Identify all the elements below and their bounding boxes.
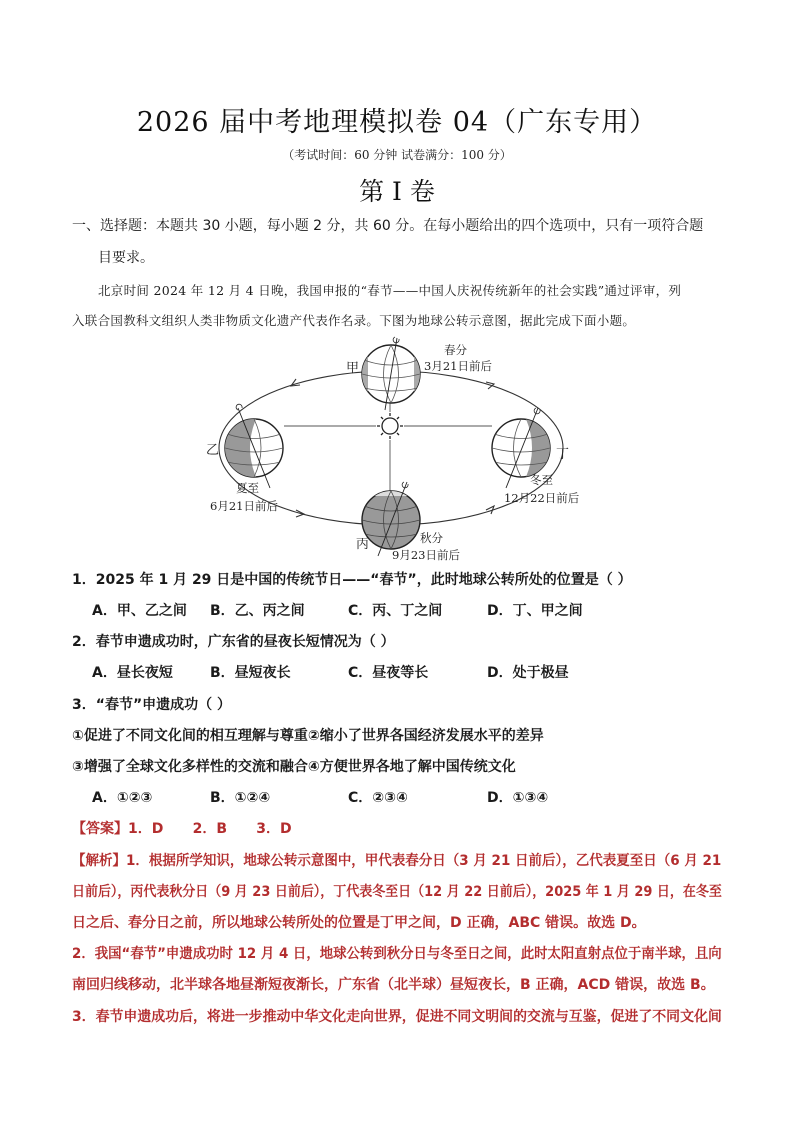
analysis-line-4: 2．我国“春节”申遗成功时 12 月 4 日，地球公转到秋分日与冬至日之间，此时太阳直射点位于南半球，且向 — [72, 946, 722, 962]
question-3-option-d: D．①③④ — [487, 790, 549, 806]
analysis-line-2: 日前后），丙代表秋分日（9 月 23 日前后），丁代表冬至日（12 月 22 日前后），2025 年 1 月 29 日，在冬至 — [72, 884, 722, 900]
question-1-option-d: D．丁、甲之间 — [487, 603, 583, 619]
label-winter-date: 12月22日前后 — [504, 491, 580, 505]
question-3-statements-1: ①促进了不同文化间的相互理解与尊重②缩小了世界各国经济发展水平的差异 — [72, 728, 544, 744]
label-autumn-date: 9月23日前后 — [392, 548, 460, 562]
question-3-statements-2: ③增强了全球文化多样性的交流和融合④方便世界各地了解中国传统文化 — [72, 759, 516, 775]
section-title: 第 I 卷 — [359, 177, 435, 206]
earth-globe-icon-bing — [362, 482, 420, 556]
orbit-arrow-right — [486, 506, 494, 514]
page-title: 2026 届中考地理模拟卷 04（广东专用） — [136, 107, 658, 138]
label-ding: 丁 — [556, 447, 570, 462]
question-2-option-c: C．昼夜等长 — [348, 665, 429, 681]
question-3-option-a: A．①②③ — [92, 790, 153, 806]
question-2-option-d: D．处于极昼 — [487, 665, 569, 681]
question-3-stem: 3．“春节”申遗成功（ ） — [72, 697, 232, 713]
question-1-option-c: C．丙、丁之间 — [348, 603, 443, 619]
question-2-option-a: A．昼长夜短 — [92, 665, 173, 681]
label-bing: 丙 — [356, 537, 370, 552]
question-2-option-b: B．昼短夜长 — [210, 665, 291, 681]
answer-block — [72, 819, 292, 839]
sun-icon — [377, 413, 403, 439]
label-summer-name: 夏至 — [236, 481, 259, 495]
earth-globe-icon-jia — [362, 337, 420, 410]
question-3-option-b: B．①②④ — [210, 790, 271, 806]
intro-line-1: 北京时间 2024 年 12 月 4 日晚，我国申报的“春节——中国人庆祝传统新年的社会实践”通过评审，列 — [98, 283, 682, 298]
exam-info: （考试时间：60 分钟 试卷满分：100 分） — [282, 148, 512, 162]
label-spring-date: 3月21日前后 — [424, 359, 492, 373]
question-1-stem: 1．2025 年 1 月 29 日是中国的传统节日——“春节”，此时地球公转所处的位置是（ ） — [72, 572, 632, 588]
label-yi: 乙 — [206, 443, 220, 458]
instruction-line-2: 目要求。 — [98, 250, 154, 266]
question-1-option-a: A．甲、乙之间 — [92, 603, 187, 619]
analysis-line-6: 3．春节申遗成功后，将进一步推动中华文化走向世界，促进不同文明间的交流与互鉴，促进了不同文化间 — [72, 1009, 722, 1025]
analysis-line-1 — [72, 851, 721, 871]
question-1-option-b: B．乙、丙之间 — [210, 603, 305, 619]
label-autumn-name: 秋分 — [420, 531, 443, 545]
answer-text: 1．D 2．B 3．D — [128, 821, 292, 837]
answer-label: 【答案】 — [72, 821, 128, 837]
analysis-line-5: 南回归线移动，北半球各地昼渐短夜渐长，广东省（北半球）昼短夜长，B 正确，ACD 错误，故选 B。 — [72, 977, 715, 993]
label-spring-name: 春分 — [444, 343, 467, 357]
analysis-label: 【解析】 — [72, 853, 126, 869]
question-2-stem: 2．春节申遗成功时，广东省的昼夜长短情况为（ ） — [72, 634, 395, 650]
label-winter-name: 冬至 — [530, 473, 553, 487]
earth-revolution-diagram — [196, 330, 596, 566]
question-3-option-c: C．②③④ — [348, 790, 408, 806]
analysis-text-1: 1．根据所学知识，地球公转示意图中，甲代表春分日（3 月 21 日前后），乙代表夏至日（6 月 21 — [125, 853, 722, 869]
label-jia: 甲 — [346, 361, 360, 376]
intro-line-2: 入联合国教科文组织人类非物质文化遗产代表作名录。下图为地球公转示意图，据此完成下面小题。 — [72, 313, 636, 328]
instruction-line-1: 一、选择题：本题共 30 小题，每小题 2 分，共 60 分。在每小题给出的四个选项中，只有一项符合题 — [72, 218, 704, 234]
analysis-line-3: 日之后、春分日之前，所以地球公转所处的位置是丁甲之间，D 正确，ABC 错误。故选 D。 — [72, 915, 646, 931]
label-summer-date: 6月21日前后 — [210, 499, 278, 513]
